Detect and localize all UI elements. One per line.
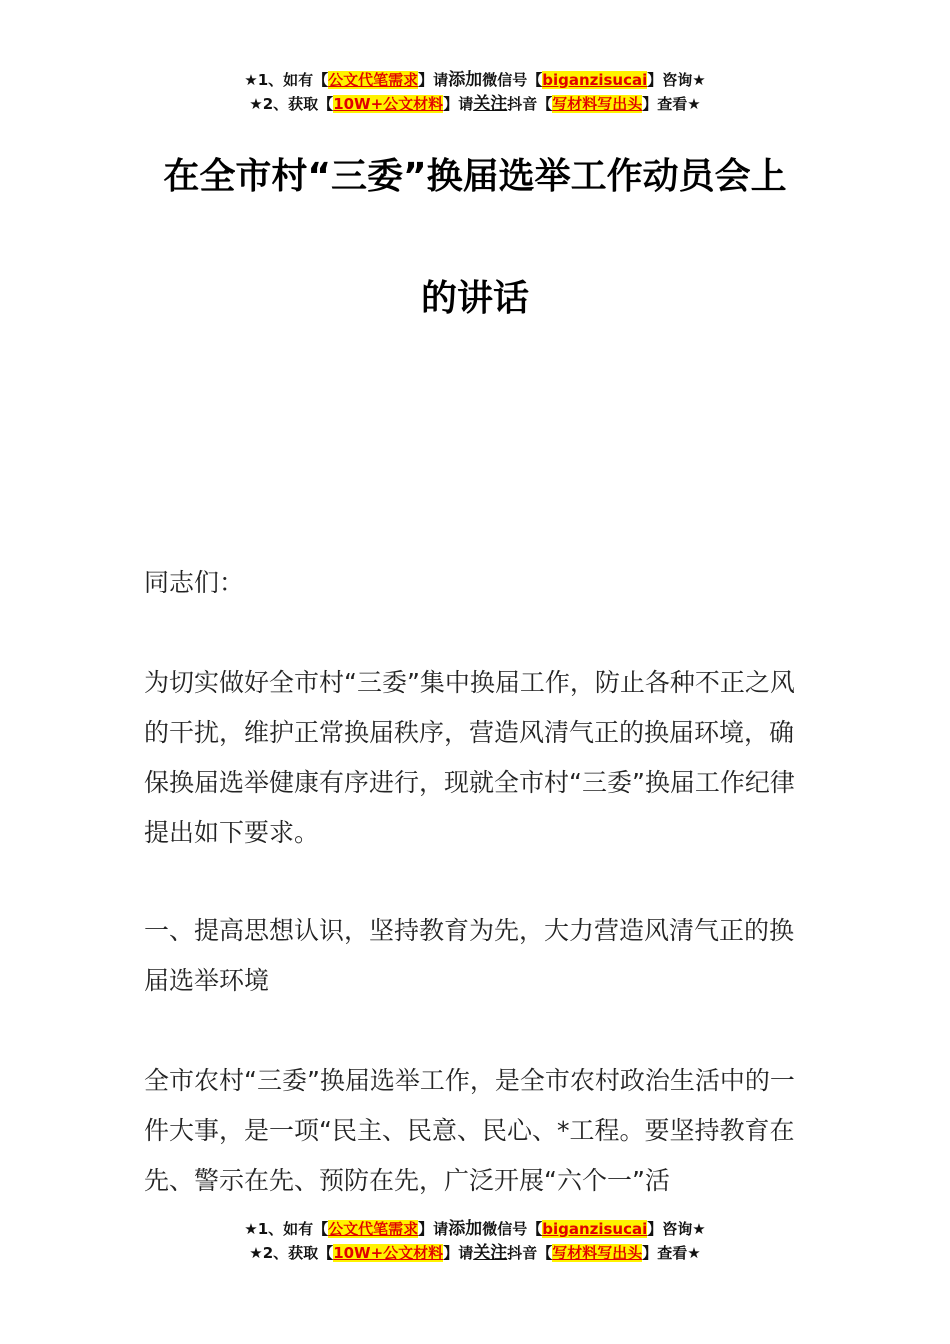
banner-highlight: 10W+公文材料 [333,95,444,113]
header-banner [0,68,950,116]
banner-text: 】咨询★ [647,1220,706,1238]
banner-line-1 [0,68,950,92]
banner-emphasis: 添加 [448,1219,483,1239]
banner-highlight: 公文代笔需求 [328,1220,419,1238]
section-heading-1 [144,906,806,1006]
paragraph-section-1 [144,1056,806,1206]
footer-banner [0,1217,950,1265]
banner-highlight: biganzisucai [542,71,648,89]
banner-emphasis: 关注 [473,94,508,114]
banner-highlight: biganzisucai [542,1220,648,1238]
document-title-line-2: 的讲话 [420,278,529,319]
paragraph-intro [144,658,806,858]
banner-text: 】查看★ [642,1244,701,1262]
banner-text: 】请 [418,71,449,89]
banner-emphasis: 添加 [448,70,483,90]
salutation-text: 同志们： [144,568,245,597]
banner-text: 】咨询★ [647,71,706,89]
banner-text: 】请 [443,95,474,113]
salutation [144,558,806,608]
banner-text: ★1、如有【 [244,1220,329,1238]
banner-text: 】查看★ [642,95,701,113]
banner-text: ★1、如有【 [244,71,329,89]
banner-text: 微信号【 [482,1220,543,1238]
banner-text: 抖音【 [507,95,553,113]
banner-highlight: 公文代笔需求 [328,71,419,89]
banner-text: ★2、获取【 [249,1244,334,1262]
banner-highlight: 写材料写出头 [552,1244,643,1262]
banner-line-2 [0,92,950,116]
banner-text: ★2、获取【 [249,95,334,113]
banner-line-1 [0,1217,950,1241]
document-title-line-1: 在全市村“三委”换届选举工作动员会上 [163,156,787,197]
banner-highlight: 10W+公文材料 [333,1244,444,1262]
paragraph-text: 全市农村“三委”换届选举工作，是全市农村政治生活中的一件大事，是一项“民主、民意、民心、*工程。要坚持教育在先、警示在先、预防在先，广泛开展“六个一”活 [144,1066,795,1195]
banner-emphasis: 关注 [473,1243,508,1263]
banner-highlight: 写材料写出头 [552,95,643,113]
banner-text: 】请 [418,1220,449,1238]
banner-text: 】请 [443,1244,474,1262]
paragraph-text: 为切实做好全市村“三委”集中换届工作，防止各种不正之风的干扰，维护正常换届秩序，营造风清气正的换届环境，确保换届选举健康有序进行，现就全市村“三委”换届工作纪律提出如下要求。 [144,668,795,847]
heading-text: 一、提高思想认识，坚持教育为先，大力营造风清气正的换届选举环境 [144,916,795,995]
banner-text: 抖音【 [507,1244,553,1262]
banner-text: 微信号【 [482,71,543,89]
banner-line-2 [0,1241,950,1265]
